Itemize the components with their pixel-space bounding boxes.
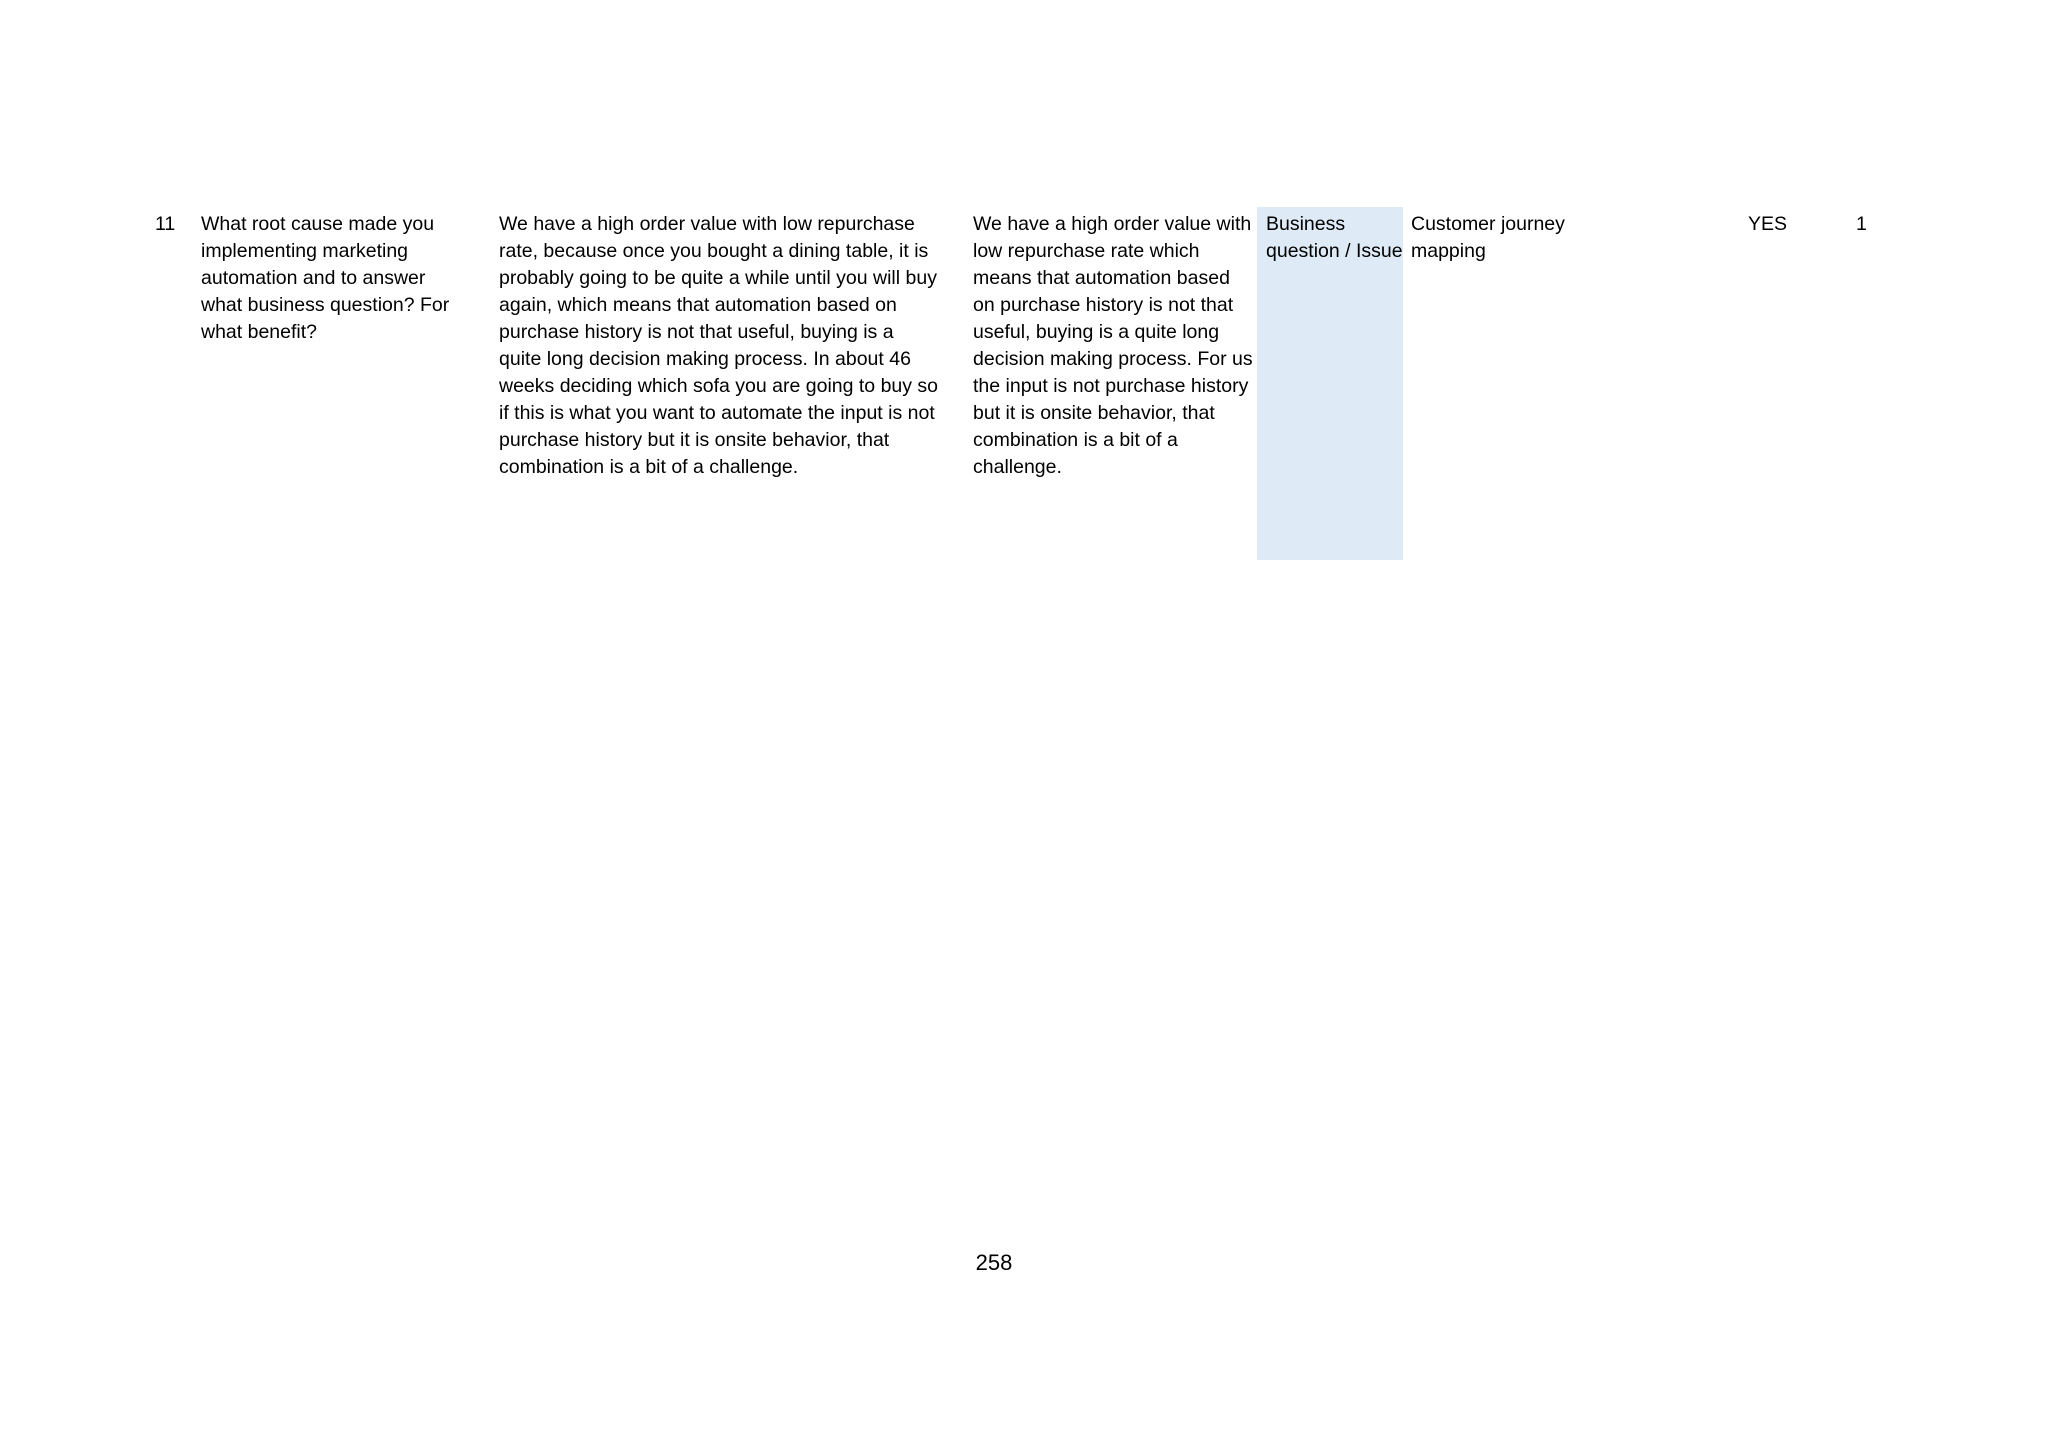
count-cell: 1	[1856, 213, 1867, 235]
row-number: 11	[155, 213, 176, 235]
answer-summary: We have a high order value with low repurchase rate which means that automation based on purchase history is not that useful, buying is a quite long decision making process. For us the input is not purchase history but it is onsite behavior, that combination is a bit of a challenge.	[973, 213, 1253, 478]
interview-question: What root cause made you implementing marketing automation and to answer what business question? For what benefit?	[201, 213, 450, 343]
flag-cell: YES	[1748, 213, 1788, 235]
page-number: 258	[975, 1250, 1013, 1275]
category-cell: Business question / Issue	[1257, 207, 1403, 560]
table-row	[0, 207, 2048, 560]
interview-answer: We have a high order value with low repurchase rate, because once you bought a dining table, it is probably going to be quite a while until you will buy again, which means that automation based on purchase history is not that useful, buying is a quite long decision making process. In about 46 weeks deciding which sofa you are going to buy so if this is what you want to automate the input is not purchase history but it is onsite behavior, that combination is a bit of a challenge.	[499, 213, 939, 478]
code-cell: Customer journey mapping	[1411, 213, 1565, 262]
